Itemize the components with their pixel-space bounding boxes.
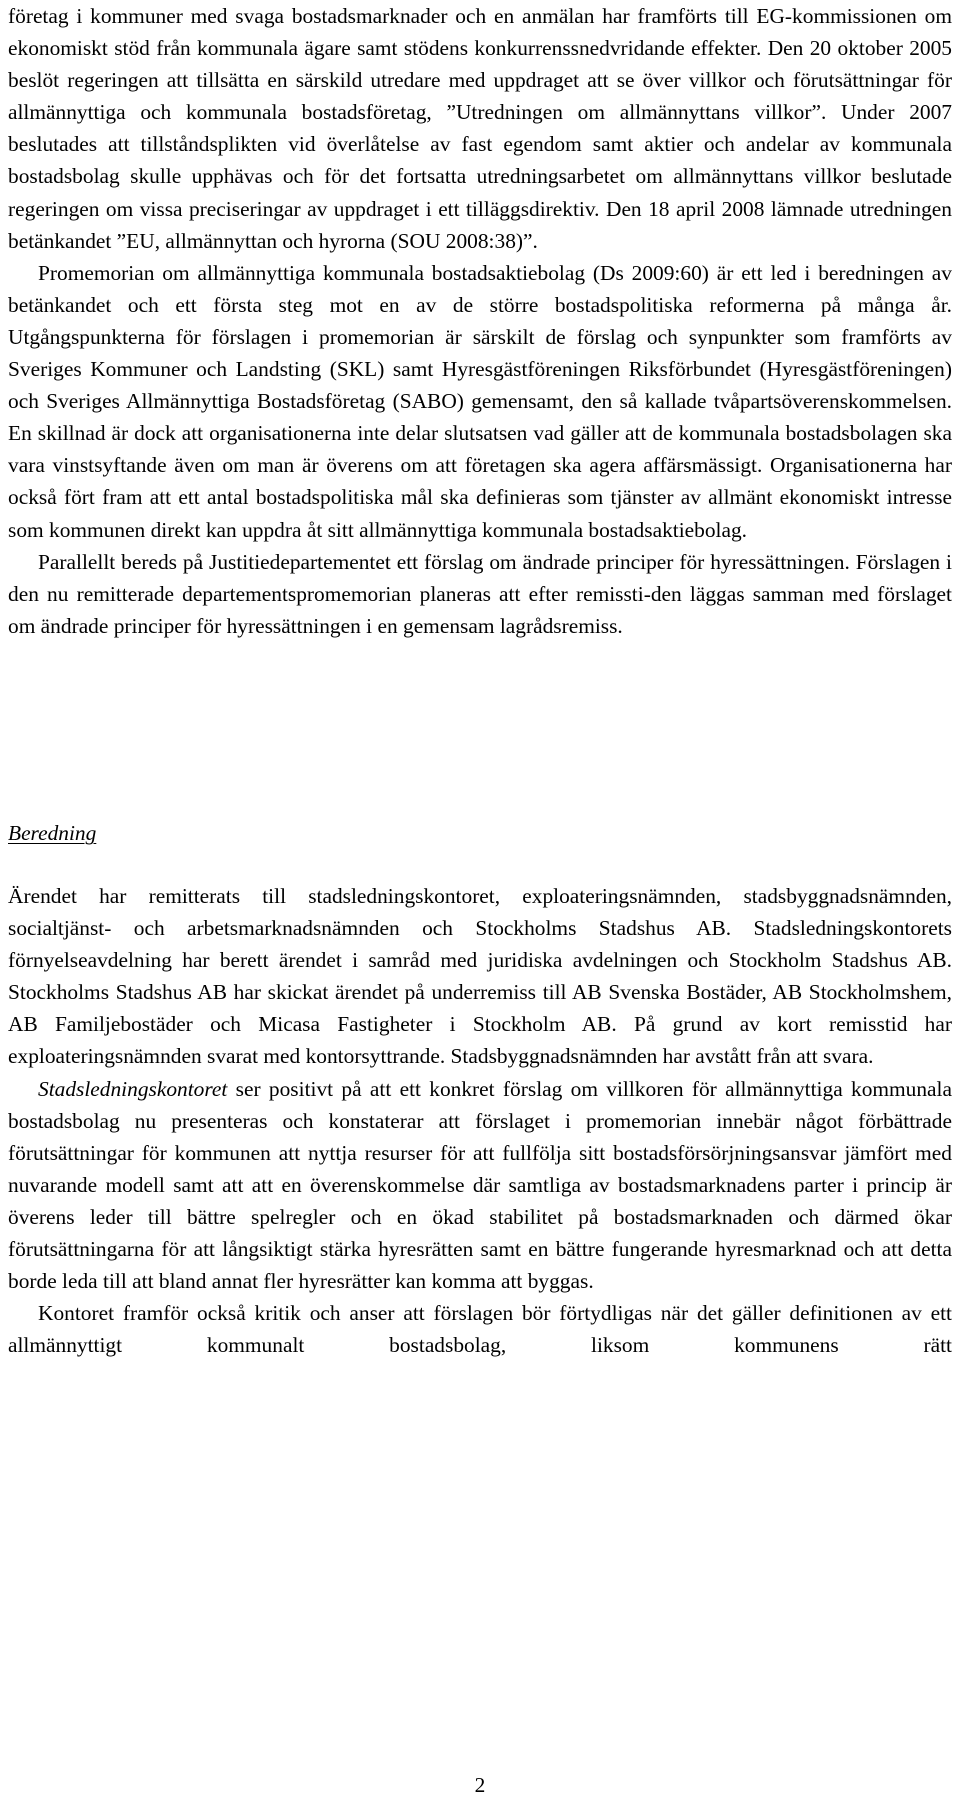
beredning-section bbox=[8, 880, 952, 1361]
paragraph-kritik: Kontoret framför också kritik och anser att förslagen bör förtydligas när det gäller definitionen av ett allmännyttigt kommunalt bostadsbolag, liksom kommunens rätt bbox=[8, 1301, 952, 1358]
stadsledningskontoret-label: Stadsledningskontoret bbox=[38, 1076, 228, 1101]
page-number: 2 bbox=[474, 1773, 486, 1797]
section-heading-beredning: Beredning bbox=[8, 821, 97, 845]
paragraph-intro: företag i kommuner med svaga bostadsmarknader och en anmälan har framförts till EG-kommissionen om ekonomiskt stöd från kommunala ägare samt stödens konkurrenssnedvridande effekter. Den 20 oktober 2005 beslöt regeringen att tillsätta en särskild utredare med uppdraget att se över villkor och förutsättningar för allmännyttiga och kommunala bostadsföretag, ”Utredningen om allmännyttans villkor”. Under 2007 beslutades att tillståndsplikten vid överlåtelse av fast egendom samt aktier och andelar av kommunala bostadsbolag skulle upphävas och för det fortsatta utredningsarbetet om allmännyttans villkor beslutade regeringen om vissa preciseringar av uppdraget i ett tilläggsdirektiv. Den 18 april 2008 lämnade utredningen betänkandet ”EU, allmännyttan och hyrorna (SOU 2008:38)”. bbox=[8, 4, 952, 253]
paragraph-promemoria: Promemorian om allmännyttiga kommunala bostadsaktiebolag (Ds 2009:60) är ett led i beredningen av betänkandet och ett första steg mot en av de större bostadspolitiska reformerna på många år. Utgångspunkterna för förslagen i promemorian är särskilt de förslag och synpunkter som framförts av Sveriges Kommuner och Landsting (SKL) samt Hyresgästföreningen Riksförbundet (Hyresgästföreningen) och Sveriges Allmännyttiga Bostadsföretag (SABO) gemensamt, den så kallade tvåpartsöverenskommelsen. En skillnad är dock att organisationerna inte delar slutsatsen vad gäller att de kommunala bostadsbolagen ska vara vinstsyftande även om man är överens om att företagen ska agera affärsmässigt. Organisationerna har också fört fram att ett antal bostadspolitiska mål ska definieras som tjänster av allmänt ekonomiskt intresse som kommunen direkt kan uppdra åt sitt allmännyttiga kommunala bostadsaktiebolag. bbox=[8, 260, 952, 542]
paragraph-stadsledningskontoret bbox=[8, 1073, 952, 1298]
document-page bbox=[8, 0, 952, 642]
paragraph-parallel: Parallellt bereds på Justitiedepartementet ett förslag om ändrade principer för hyressättningen. Förslagen i den nu remitterade departementspromemorian planeras att efter remissti-den läggas samman med förslaget om ändrade principer för hyressättningen i en gemensam lagrådsremiss. bbox=[8, 549, 952, 638]
paragraph-remiss: Ärendet har remitterats till stadsledningskontoret, exploateringsnämnden, stadsbyggnadsnämnden, socialtjänst- och arbetsmarknadsnämnden och Stockholms Stadshus AB. Stadsledningskontorets förnyelseavdelning har berett ärendet i samråd med juridiska avdelningen och Stockholm Stadshus AB. Stockholms Stadshus AB har skickat ärendet på underremiss till AB Svenska Bostäder, AB Stockholmshem, AB Familjebostäder och Micasa Fastigheter i Stockholm AB. På grund av kort remisstid har exploateringsnämnden svarat med kontorsyttrande. Stadsbyggnadsnämnden har avstått från att svara. bbox=[8, 884, 952, 1069]
stadsledningskontoret-text: ser positivt på att ett konkret förslag om villkoren för allmännyttiga kommunala bostadsbolag nu presenteras och konstaterar att förslaget i promemorian innebär något förbättrade förutsättningar för kommunen att nyttja resurser för att fullfölja sitt bostadsförsörjningsansvar jämfört med nuvarande modell samt att att en överenskommelse där samtliga av bostadsmarknadens parter i princip är överens leder till bättre spelregler och en ökad stabilitet på bostadsmarknaden och därmed ökar förutsättningarna för att långsiktigt stärka hyresrätten samt en bättre fungerande hyresmarknad och att detta borde leda till att bland annat fler hyresrätter kan komma att byggas. bbox=[8, 1076, 952, 1294]
